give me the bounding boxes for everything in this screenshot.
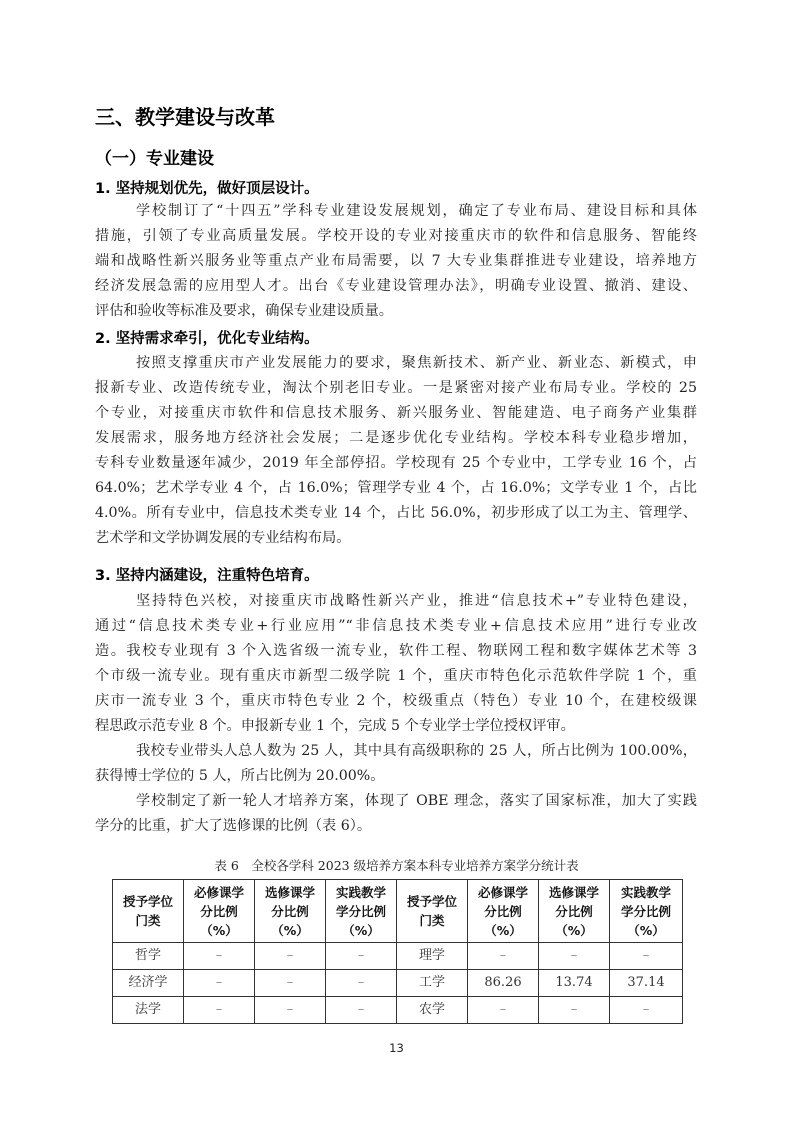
body-line: 个市级一流专业。现有重庆市新型二级学院 1 个，重庆市特色化示范软件学院 1 个，重 [95,668,697,684]
table-row [113,970,683,997]
table-cell: 法学 [113,997,184,1024]
header-degree-category: 授予学位 门类 [113,880,184,943]
table-cell: – [539,997,610,1024]
table-cell: – [610,997,683,1024]
table-cell: 37.14 [610,970,683,997]
header-elective-ratio: 选修课学 分比例 （%） [255,880,326,943]
item-heading-1: 1. 坚持规划优先，做好顶层设计。 [95,181,319,197]
table-cell: – [255,970,326,997]
body-line: 措施，引领了专业高质量发展。学校开设的专业对接重庆市的软件和信息服务、智能终 [95,228,697,244]
body-line: 学校制定了新一轮人才培养方案，体现了 OBE 理念，落实了国家标准，加大了实践 [136,793,697,809]
table-caption: 表 6 全校各学科 2023 级培养方案本科专业培养方案学分统计表 [214,858,579,873]
body-line: 按照支撑重庆市产业发展能力的要求，聚焦新技术、新产业、新业态、新模式，申 [136,355,697,371]
table-cell: – [539,943,610,970]
body-line: 程思政示范专业 8 个。申报新专业 1 个，完成 5 个专业学士学位授权评审。 [95,718,575,734]
body-line: 发展需求，服务地方经济社会发展；二是逐步优化专业结构。学校本科专业稳步增加， [95,430,697,446]
subsection-title: （一）专业建设 [95,149,214,169]
body-line: 学分的比重，扩大了选修课的比例（表 6）。 [95,818,372,834]
table-cell: – [255,997,326,1024]
table-cell: – [184,970,255,997]
credit-statistics-table [112,879,683,1024]
body-line: 端和战略性新兴服务业等重点产业布局需要，以 7 大专业集群推进专业建设，培养地方 [95,253,697,269]
table-cell: – [255,943,326,970]
body-line: 获得博士学位的 5 人，所占比例为 20.00%。 [95,768,385,784]
body-line: 通过“信息技术类专业+行业应用”“非信息技术类专业+信息技术应用”进行专业改 [95,618,697,634]
body-line: 4.0%。所有专业中，信息技术类专业 14 个，占比 56.0%，初步形成了以工为主、管理学、 [95,505,697,521]
table-cell: 理学 [397,943,468,970]
body-line: 我校专业带头人总人数为 25 人，其中具有高级职称的 25 人，所占比例为 100.00%， [136,743,697,759]
table-cell: – [326,943,397,970]
table-cell: 农学 [397,997,468,1024]
body-line: 造。我校专业现有 3 个入选省级一流专业，软件工程、物联网工程和数字媒体艺术等 3 [95,643,697,659]
header-degree-category: 授予学位 门类 [397,880,468,943]
body-line: 庆市一流专业 3 个，重庆市特色专业 2 个，校级重点（特色）专业 10 个，在建校级课 [95,693,697,709]
header-required-ratio: 必修课学 分比例 （%） [468,880,539,943]
table-cell: – [184,997,255,1024]
header-practice-ratio: 实践教学 学分比例 （%） [610,880,683,943]
body-line: 经济发展急需的应用型人才。出台《专业建设管理办法》，明确专业设置、撤消、建设、 [95,278,697,294]
table-cell: – [326,997,397,1024]
body-line: 报新专业、改造传统专业，淘汰个别老旧专业。一是紧密对接产业布局专业。学校的 25 [95,380,697,396]
header-practice-ratio: 实践教学 学分比例 （%） [326,880,397,943]
page-number: 13 [389,1041,404,1055]
table-cell: 86.26 [468,970,539,997]
table-row [113,997,683,1024]
table-cell: – [326,970,397,997]
body-line: 艺术学和文学协调发展的专业结构布局。 [95,530,351,546]
table-cell: – [610,943,683,970]
header-elective-ratio: 选修课学 分比例 （%） [539,880,610,943]
body-line: 学校制订了“十四五”学科专业建设发展规划，确定了专业布局、建设目标和具体 [136,203,697,219]
header-required-ratio: 必修课学 分比例 （%） [184,880,255,943]
item-heading-2: 2. 坚持需求牵引，优化专业结构。 [95,331,319,347]
body-line: 个专业，对接重庆市软件和信息技术服务、新兴服务业、智能建造、电子商务产业集群 [95,405,697,421]
table-cell: 经济学 [113,970,184,997]
table-cell: – [468,943,539,970]
table-cell: – [184,943,255,970]
table-cell: 13.74 [539,970,610,997]
body-line: 评估和验收等标准及要求，确保专业建设质量。 [95,303,393,319]
body-line: 专科专业数量逐年减少，2019 年全部停招。学校现有 25 个专业中，工学专业 16 个，占 [95,455,697,471]
item-heading-3: 3. 坚持内涵建设，注重特色培育。 [95,568,319,584]
table-header-row [113,880,683,943]
table-cell: 工学 [397,970,468,997]
table-cell: 哲学 [113,943,184,970]
body-line: 64.0%；艺术学专业 4 个，占 16.0%；管理学专业 4 个，占 16.0%；文学专业 1 个，占比 [95,480,697,496]
body-line: 坚持特色兴校，对接重庆市战略性新兴产业，推进“信息技术+”专业特色建设， [136,593,697,609]
section-title: 三、教学建设与改革 [95,105,275,129]
table-cell: – [468,997,539,1024]
table-row [113,943,683,970]
